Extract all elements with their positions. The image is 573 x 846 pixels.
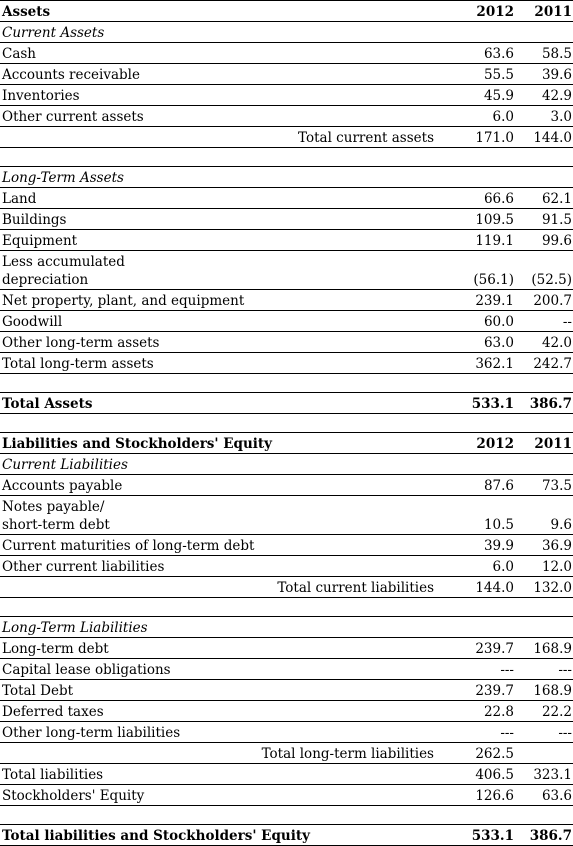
row-label: Land bbox=[0, 188, 435, 209]
table-row bbox=[0, 701, 573, 722]
row-value-2012: (56.1) bbox=[435, 251, 515, 290]
row-label: Accounts payable bbox=[0, 475, 435, 496]
row-label: Total liabilities and Stockholders' Equity bbox=[0, 825, 435, 846]
row-value-2011: 144.0 bbox=[515, 127, 573, 148]
long-term-assets-subheading: Long-Term Assets bbox=[0, 167, 435, 188]
row-value-2012: 6.0 bbox=[435, 106, 515, 127]
row-value-2011: 200.7 bbox=[515, 290, 573, 311]
table-row bbox=[0, 785, 573, 806]
current-assets-subheading: Current Assets bbox=[0, 22, 435, 43]
total-current-liabilities-row bbox=[0, 577, 573, 598]
row-value-2012: 239.1 bbox=[435, 290, 515, 311]
row-value-2012: 239.7 bbox=[435, 638, 515, 659]
row-value-2011: 42.9 bbox=[515, 85, 573, 106]
table-row bbox=[0, 209, 573, 230]
row-value-2011: 73.5 bbox=[515, 475, 573, 496]
table-row bbox=[0, 251, 573, 290]
row-value-2012: 406.5 bbox=[435, 764, 515, 785]
total-liabilities-equity-row bbox=[0, 825, 573, 846]
row-label: Equipment bbox=[0, 230, 435, 251]
row-label: Less accumulated depreciation bbox=[0, 251, 435, 290]
row-value-2011: 9.6 bbox=[515, 496, 573, 535]
row-label: Long-term debt bbox=[0, 638, 435, 659]
spacer-row bbox=[0, 598, 573, 617]
current-liabilities-subheading: Current Liabilities bbox=[0, 454, 435, 475]
row-value-2012: --- bbox=[435, 722, 515, 743]
row-label: Current maturities of long-term debt bbox=[0, 535, 435, 556]
row-value-2012: 39.9 bbox=[435, 535, 515, 556]
row-value-2011: 3.0 bbox=[515, 106, 573, 127]
row-value-2012: --- bbox=[435, 659, 515, 680]
row-label: Buildings bbox=[0, 209, 435, 230]
row-label: Total liabilities bbox=[0, 764, 435, 785]
row-value-2012: 119.1 bbox=[435, 230, 515, 251]
spacer-row bbox=[0, 374, 573, 393]
table-row bbox=[0, 188, 573, 209]
table-row bbox=[0, 659, 573, 680]
row-label: Capital lease obligations bbox=[0, 659, 435, 680]
row-label: Total current liabilities bbox=[0, 577, 435, 598]
row-label: Other current assets bbox=[0, 106, 435, 127]
total-long-term-liabilities-row bbox=[0, 743, 573, 764]
row-value-2012: 22.8 bbox=[435, 701, 515, 722]
row-value-2011: 132.0 bbox=[515, 577, 573, 598]
row-value-2011: 58.5 bbox=[515, 43, 573, 64]
row-value-2011: 168.9 bbox=[515, 680, 573, 701]
year-2012-heading: 2012 bbox=[435, 433, 515, 454]
row-label: Cash bbox=[0, 43, 435, 64]
table-row bbox=[0, 290, 573, 311]
year-2011-heading: 2011 bbox=[515, 433, 573, 454]
table-row bbox=[0, 638, 573, 659]
row-value-2011: 323.1 bbox=[515, 764, 573, 785]
spacer-row bbox=[0, 806, 573, 825]
row-value-2011: (52.5) bbox=[515, 251, 573, 290]
long-term-liabilities-subheading-row bbox=[0, 617, 573, 638]
row-label: Total Assets bbox=[0, 393, 435, 414]
spacer-row bbox=[0, 414, 573, 433]
row-label: Other long-term assets bbox=[0, 332, 435, 353]
total-assets-row bbox=[0, 393, 573, 414]
row-label: Goodwill bbox=[0, 311, 435, 332]
assets-heading: Assets bbox=[0, 1, 435, 22]
long-term-assets-subheading-row bbox=[0, 167, 573, 188]
row-value-2011: 242.7 bbox=[515, 353, 573, 374]
row-value-2012: 6.0 bbox=[435, 556, 515, 577]
row-value-2012: 63.6 bbox=[435, 43, 515, 64]
row-value-2011: 168.9 bbox=[515, 638, 573, 659]
current-liabilities-subheading-row bbox=[0, 454, 573, 475]
row-value-2012: 144.0 bbox=[435, 577, 515, 598]
row-label: Deferred taxes bbox=[0, 701, 435, 722]
total-long-term-assets-row bbox=[0, 353, 573, 374]
row-label: Total Debt bbox=[0, 680, 435, 701]
liabilities-header-row bbox=[0, 433, 573, 454]
table-row bbox=[0, 311, 573, 332]
row-value-2011: 42.0 bbox=[515, 332, 573, 353]
year-2011-heading: 2011 bbox=[515, 1, 573, 22]
row-label: Inventories bbox=[0, 85, 435, 106]
row-label: Total long-term liabilities bbox=[0, 743, 435, 764]
row-value-2011: --- bbox=[515, 659, 573, 680]
row-label: Other current liabilities bbox=[0, 556, 435, 577]
table-row bbox=[0, 680, 573, 701]
long-term-liabilities-subheading: Long-Term Liabilities bbox=[0, 617, 435, 638]
row-value-2011: 12.0 bbox=[515, 556, 573, 577]
row-value-2012: 262.5 bbox=[435, 743, 515, 764]
row-value-2011: 99.6 bbox=[515, 230, 573, 251]
table-row bbox=[0, 556, 573, 577]
row-label: Notes payable/ short-term debt bbox=[0, 496, 435, 535]
row-value-2011: 91.5 bbox=[515, 209, 573, 230]
table-row bbox=[0, 722, 573, 743]
row-value-2012: 87.6 bbox=[435, 475, 515, 496]
row-value-2012: 45.9 bbox=[435, 85, 515, 106]
row-value-2012: 362.1 bbox=[435, 353, 515, 374]
row-value-2011 bbox=[515, 743, 573, 764]
table-row bbox=[0, 64, 573, 85]
table-row bbox=[0, 764, 573, 785]
row-label: Other long-term liabilities bbox=[0, 722, 435, 743]
row-value-2012: 66.6 bbox=[435, 188, 515, 209]
row-value-2011: 22.2 bbox=[515, 701, 573, 722]
row-label: Stockholders' Equity bbox=[0, 785, 435, 806]
table-row bbox=[0, 475, 573, 496]
table-row bbox=[0, 85, 573, 106]
row-value-2012: 63.0 bbox=[435, 332, 515, 353]
row-value-2012: 109.5 bbox=[435, 209, 515, 230]
row-value-2011: 63.6 bbox=[515, 785, 573, 806]
row-value-2012: 533.1 bbox=[435, 825, 515, 846]
row-value-2012: 55.5 bbox=[435, 64, 515, 85]
row-value-2011: 62.1 bbox=[515, 188, 573, 209]
table-row bbox=[0, 106, 573, 127]
table-row bbox=[0, 43, 573, 64]
row-label: Accounts receivable bbox=[0, 64, 435, 85]
row-value-2011: 39.6 bbox=[515, 64, 573, 85]
row-value-2012: 60.0 bbox=[435, 311, 515, 332]
assets-header-row bbox=[0, 1, 573, 22]
row-label: Total current assets bbox=[0, 127, 435, 148]
row-value-2012: 126.6 bbox=[435, 785, 515, 806]
table-row bbox=[0, 535, 573, 556]
row-value-2011: 386.7 bbox=[515, 393, 573, 414]
row-value-2011: 36.9 bbox=[515, 535, 573, 556]
row-value-2012: 533.1 bbox=[435, 393, 515, 414]
row-value-2012: 239.7 bbox=[435, 680, 515, 701]
table-row bbox=[0, 496, 573, 535]
row-value-2011: -- bbox=[515, 311, 573, 332]
table-row bbox=[0, 332, 573, 353]
row-label: Total long-term assets bbox=[0, 353, 435, 374]
row-value-2012: 10.5 bbox=[435, 496, 515, 535]
row-value-2011: 386.7 bbox=[515, 825, 573, 846]
row-label: Net property, plant, and equipment bbox=[0, 290, 435, 311]
row-value-2012: 171.0 bbox=[435, 127, 515, 148]
table-row bbox=[0, 230, 573, 251]
current-assets-subheading-row bbox=[0, 22, 573, 43]
spacer-row bbox=[0, 148, 573, 167]
row-value-2011: --- bbox=[515, 722, 573, 743]
year-2012-heading: 2012 bbox=[435, 1, 515, 22]
total-current-assets-row bbox=[0, 127, 573, 148]
liabilities-heading: Liabilities and Stockholders' Equity bbox=[0, 433, 435, 454]
